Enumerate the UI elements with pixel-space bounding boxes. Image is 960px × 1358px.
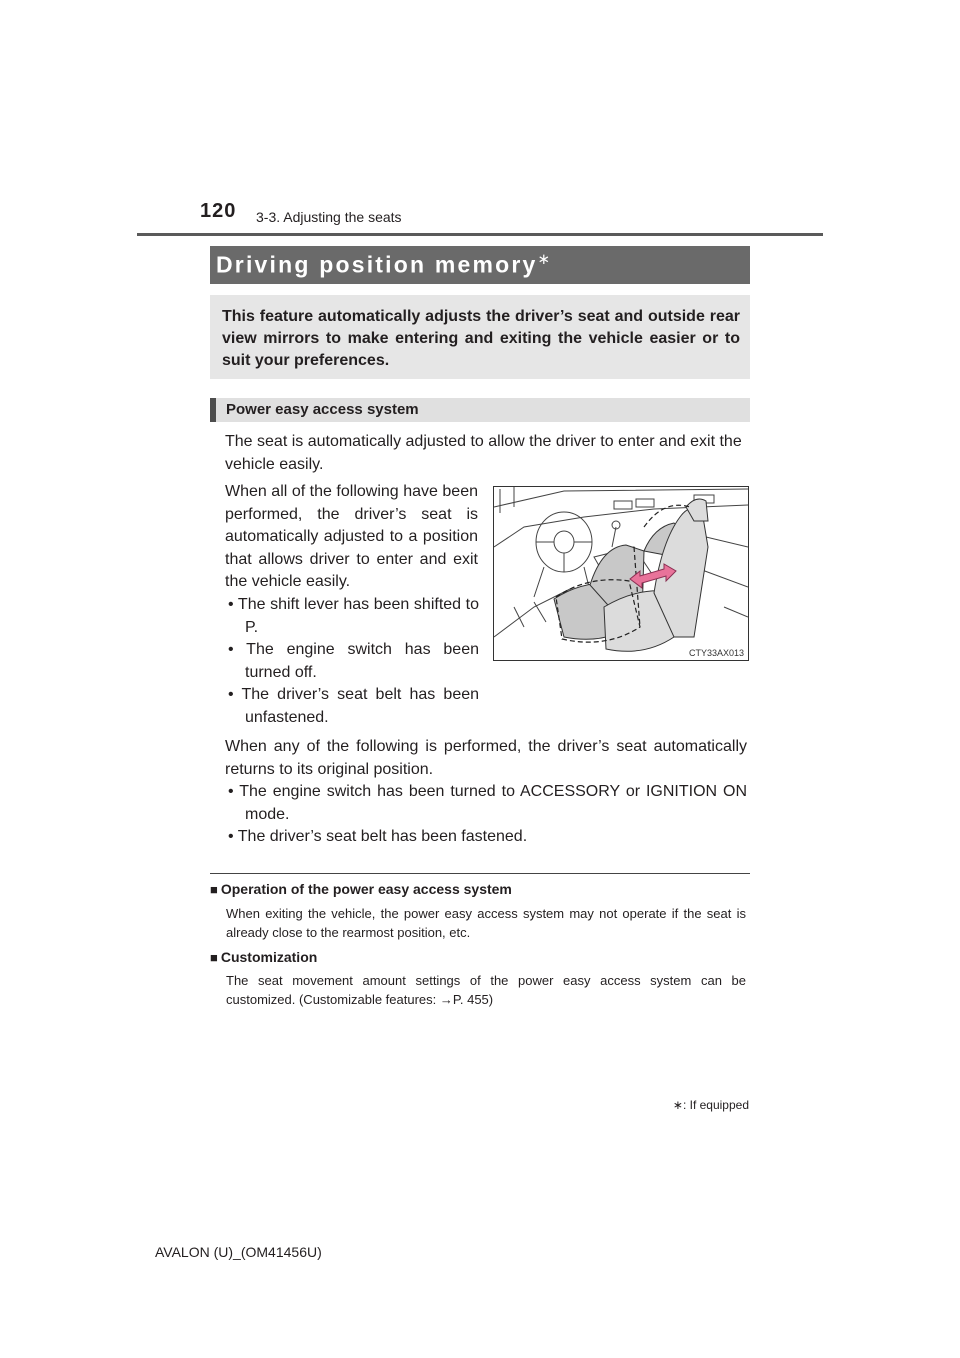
header-rule: [137, 233, 823, 236]
list-item-text: The driver’s seat belt has been fastened.: [237, 828, 528, 845]
note-heading: [210, 881, 512, 897]
note-marker: ■: [210, 882, 218, 897]
list-item-text: The engine switch has been turned off.: [245, 641, 480, 681]
note-marker: ■: [210, 950, 218, 965]
heading-accent: [210, 398, 216, 422]
subsection-heading: Power easy access system: [226, 401, 419, 418]
list-item-text: The shift lever has been shifted to P.: [237, 596, 479, 636]
footer-model: AVALON (U)_(OM41456U): [155, 1244, 322, 1260]
figure-code: CTY33AX013: [688, 648, 744, 658]
paragraph-return: When any of the following is performed, the driver’s seat automatically returns to its original position.: [225, 738, 747, 778]
paragraph-conditions: When all of the following have been performed, the driver’s seat is automatically adjusted to a position that allows driver to enter and exit the vehicle easily.: [225, 483, 478, 590]
intro-summary: This feature automatically adjusts the driver’s seat and outside rear view mirrors to make entering and exiting the vehicle easier or to suit your preferences.: [210, 295, 750, 379]
note-heading: [210, 949, 317, 965]
seat-illustration: [493, 486, 749, 661]
note-body: When exiting the vehicle, the power easy access system may not operate if the seat is already close to the rearmost position, etc.: [226, 906, 746, 940]
bullet-mark: •: [228, 828, 234, 845]
list-item: [227, 684, 479, 729]
list-item: [227, 594, 479, 639]
title-banner: [210, 246, 750, 284]
paragraph-intro: The seat is automatically adjusted to allow the driver to enter and exit the vehicle easily.: [225, 433, 742, 473]
subsection-heading-bar: [210, 398, 750, 422]
bullet-mark: •: [228, 641, 234, 658]
list-item: [227, 639, 479, 684]
footnote: ∗: If equipped: [672, 1098, 749, 1112]
list-item-text: The engine switch has been turned to ACCESSORY or IGNITION ON mode.: [239, 783, 748, 823]
note-body: The seat movement amount settings of the power easy access system can be customized. (Customizable features: →P. 455): [226, 973, 746, 1007]
if-equipped-mark: ∗: [537, 251, 551, 268]
bullet-mark: •: [228, 783, 234, 800]
page-number: 120: [200, 200, 237, 222]
bullet-mark: •: [228, 686, 234, 703]
note-heading-text: Customization: [220, 949, 318, 965]
page-title-text: Driving position memory: [216, 251, 538, 278]
notes-divider: [210, 873, 750, 874]
section-breadcrumb: 3-3. Adjusting the seats: [256, 209, 402, 225]
list-item-text: The driver’s seat belt has been unfastened.: [241, 686, 480, 726]
list-item: [227, 781, 747, 826]
seat-drawing: [494, 487, 748, 660]
return-conditions-list: [225, 781, 747, 849]
note-heading-text: Operation of the power easy access system: [220, 881, 512, 897]
page-title: [216, 250, 550, 279]
bullet-mark: •: [228, 596, 234, 613]
list-item: [227, 826, 747, 849]
conditions-list: [225, 594, 479, 729]
